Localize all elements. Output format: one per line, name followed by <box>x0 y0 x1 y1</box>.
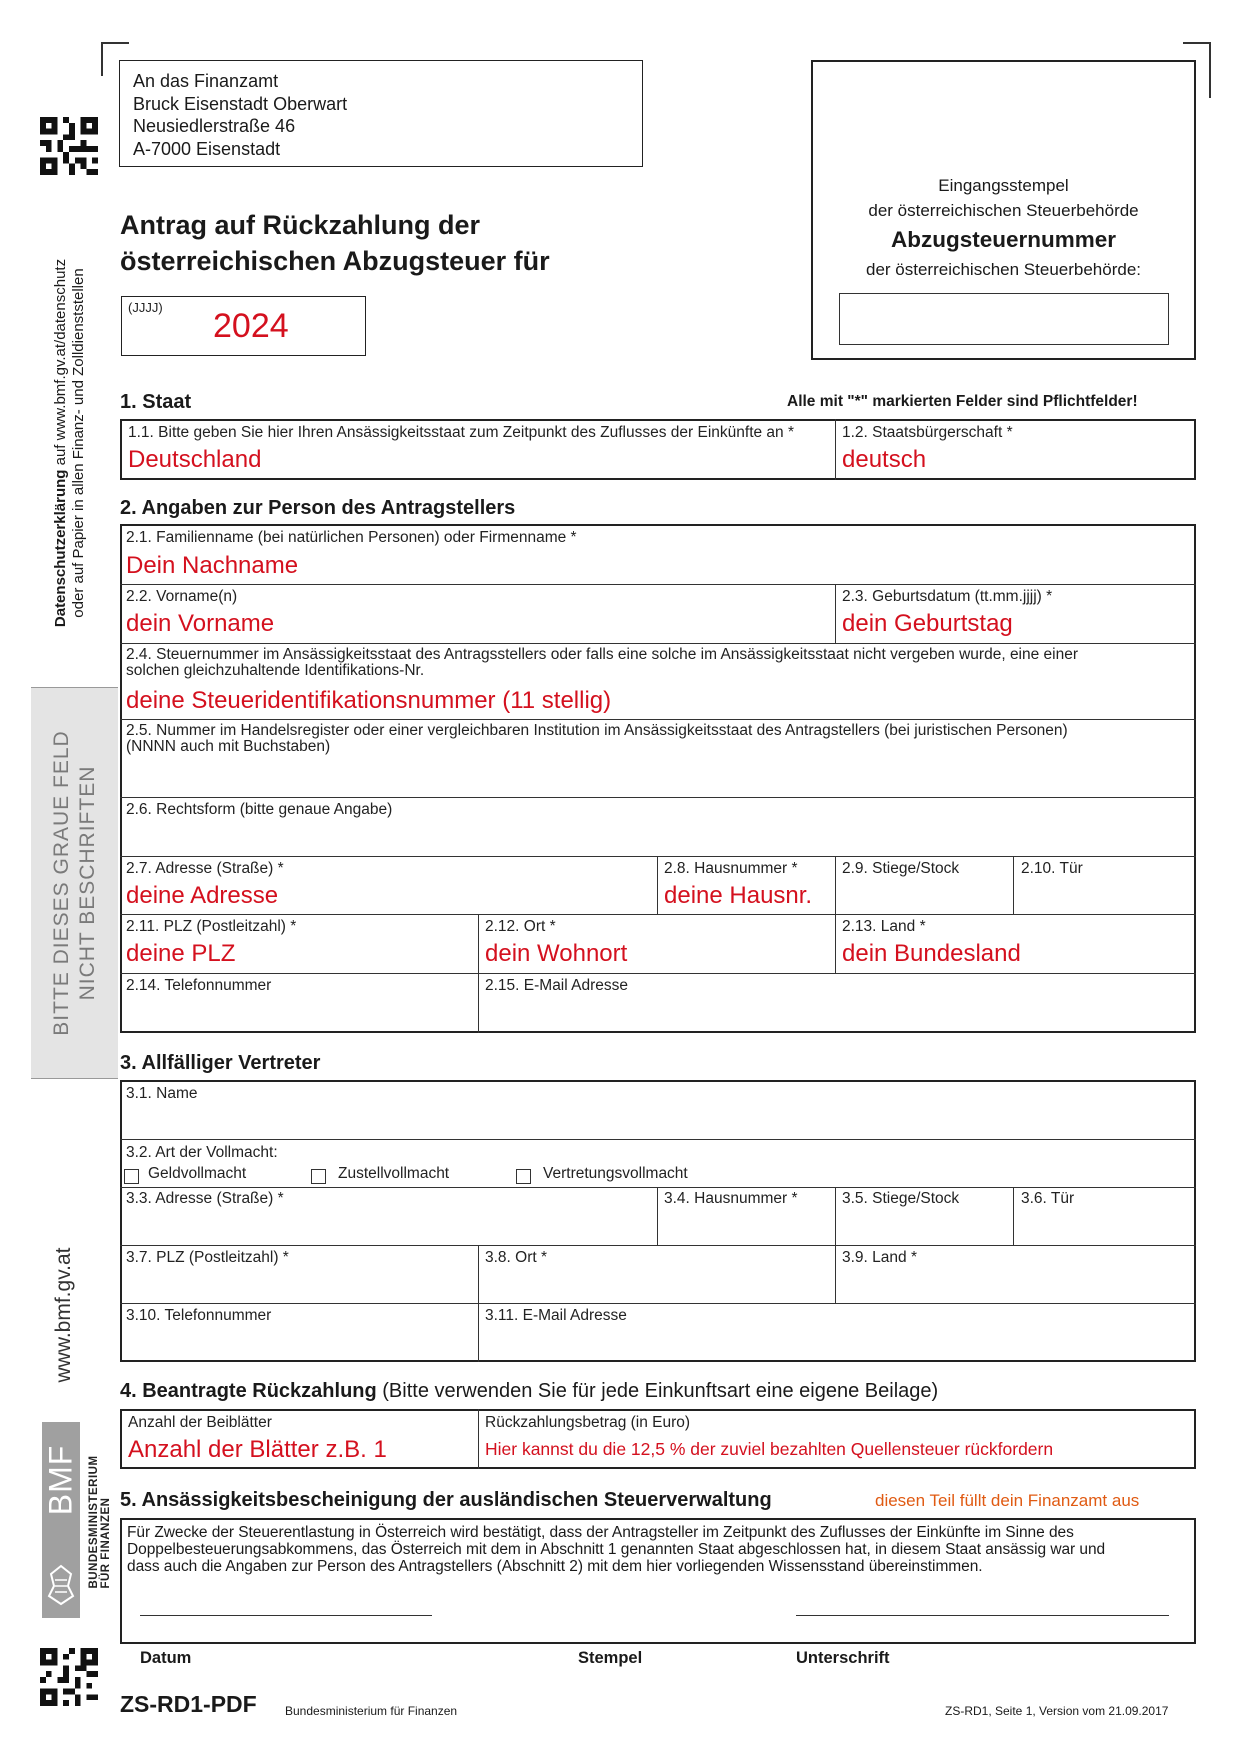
form-title-line2: österreichischen Abzugsteuer für <box>120 246 550 276</box>
date-label: Datum <box>140 1649 192 1667</box>
rep-city-label: 3.8. Ort * <box>485 1249 548 1266</box>
qr-code-top <box>40 117 98 175</box>
privacy-heading: Datenschutzerklärung <box>52 469 69 628</box>
grey-field-text-line2: NICHT BESCHRIFTEN <box>76 765 99 1001</box>
residence-country-value: Deutschland <box>128 446 262 473</box>
rep-postal-code-label: 3.7. PLZ (Postleitzahl) * <box>126 1249 289 1266</box>
date-signature-line <box>140 1615 432 1616</box>
qr-code-bottom <box>40 1648 98 1706</box>
receipt-stamp-box <box>811 60 1196 360</box>
certification-text <box>127 1524 1105 1575</box>
section1-title: 1. Staat <box>120 391 192 413</box>
certification-text-line3: dass auch die Angaben zur Person des Antragstellers (Abschnitt 2) mit dem hier vorliegenden Wissensstand übereinstimmen. <box>127 1558 983 1575</box>
citizenship-label: 1.2. Staatsbürgerschaft * <box>842 424 1013 441</box>
stamp-line2: der österreichischen Steuerbehörde <box>868 201 1139 220</box>
stamp-line3: der österreichischen Steuerbehörde: <box>866 260 1141 279</box>
ministry-name-line2: FÜR FINANZEN <box>100 1497 112 1589</box>
grey-field-text-line1: BITTE DIESES GRAUE FELD <box>50 730 73 1036</box>
staircase-floor-label: 2.9. Stiege/Stock <box>842 860 960 877</box>
stamp-line1: Eingangsstempel <box>938 176 1069 195</box>
section5-title: 5. Ansässigkeitsbescheinigung der ausländischen Steuerverwaltung <box>120 1489 772 1511</box>
footer-version: ZS-RD1, Seite 1, Version vom 21.09.2017 <box>945 1704 1169 1718</box>
section3-title: 3. Allfälliger Vertreter <box>120 1052 321 1074</box>
rep-staircase-floor-label: 3.5. Stiege/Stock <box>842 1190 960 1207</box>
form-code: ZS-RD1-PDF <box>120 1691 257 1717</box>
surname-value: Dein Nachname <box>126 552 299 579</box>
rep-door-label: 3.6. Tür <box>1021 1190 1075 1207</box>
checkbox-vertretungsvollmacht-label: Vertretungsvollmacht <box>543 1165 688 1182</box>
privacy-line2: oder auf Papier in allen Finanz- und Zolldienststellen <box>70 268 87 618</box>
register-number-label-line1: 2.5. Nummer im Handelsregister oder einer vergleichbaren Institution im Ansässigkeitsstaat des Antragstellers (bei juristischen Personen) <box>126 722 1068 739</box>
country-value: dein Bundesland <box>842 940 1021 967</box>
attachment-count-label: Anzahl der Beiblätter <box>128 1414 272 1431</box>
refund-amount-value: Hier kannst du die 12,5 % der zuviel bezahlten Quellensteuer rückfordern <box>485 1439 1054 1459</box>
footer-ministry: Bundesministerium für Finanzen <box>285 1704 458 1718</box>
signature-label: Unterschrift <box>796 1649 890 1667</box>
address-line2: Bruck Eisenstadt Oberwart <box>133 93 348 114</box>
address-line4: A-7000 Eisenstadt <box>133 138 281 159</box>
rep-street-label: 3.3. Adresse (Straße) * <box>126 1190 284 1207</box>
register-number-label-line2: (NNNN auch mit Buchstaben) <box>126 738 331 755</box>
checkbox-zustellvollmacht-label: Zustellvollmacht <box>338 1165 450 1182</box>
postal-code-value: deine PLZ <box>126 940 236 967</box>
ministry-name-line1: BUNDESMINISTERIUM <box>88 1455 100 1589</box>
rep-house-number-label: 3.4. Hausnummer * <box>664 1190 798 1207</box>
citizenship-value: deutsch <box>842 446 927 473</box>
section3-box <box>120 1080 1196 1362</box>
surname-label: 2.1. Familienname (bei natürlichen Personen) oder Firmenname * <box>126 529 577 546</box>
tax-id-label-line1: 2.4. Steuernummer im Ansässigkeitsstaat des Antragsstellers oder falls eine solche im Ansässigkeitsstaat nicht vergeben wurde, eine einer <box>126 646 1079 663</box>
privacy-link-text[interactable]: auf www.bmf.gv.at/datenschutz <box>52 258 69 470</box>
door-label: 2.10. Tür <box>1021 860 1083 877</box>
website-text: www.bmf.gv.at <box>52 1247 75 1383</box>
city-label: 2.12. Ort * <box>485 918 556 935</box>
street-value: deine Adresse <box>126 882 279 909</box>
country-label: 2.13. Land * <box>842 918 926 935</box>
proxy-type-label: 3.2. Art der Vollmacht: <box>126 1144 278 1161</box>
rep-email-label: 3.11. E-Mail Adresse <box>485 1307 627 1324</box>
eagle-emblem-icon <box>46 1562 76 1608</box>
year-field[interactable] <box>121 296 366 356</box>
postal-code-label: 2.11. PLZ (Postleitzahl) * <box>126 918 297 935</box>
email-label: 2.15. E-Mail Adresse <box>485 977 629 994</box>
certification-text-line2: Doppelbesteuerungsabkommens, das Österreich mit dem in Abschnitt 1 genannten Staat abgeschlossen hat, in diesem Staat ansässig war und <box>127 1541 1106 1558</box>
house-number-label: 2.8. Hausnummer * <box>664 860 798 877</box>
section5-note: diesen Teil füllt dein Finanzamt aus <box>875 1491 1140 1510</box>
firstname-label: 2.2. Vorname(n) <box>126 588 238 605</box>
residence-country-label: 1.1. Bitte geben Sie hier Ihren Ansässigkeitsstaat zum Zeitpunkt des Zuflusses der Einkünfte an * <box>128 424 795 441</box>
stamp-label: Stempel <box>578 1649 643 1667</box>
birthdate-label: 2.3. Geburtsdatum (tt.mm.jjjj) * <box>842 588 1053 605</box>
bmf-logo <box>42 1422 80 1618</box>
legal-form-label: 2.6. Rechtsform (bitte genaue Angabe) <box>126 801 393 818</box>
address-box <box>119 60 643 167</box>
attachment-count-value: Anzahl der Blätter z.B. 1 <box>128 1436 387 1463</box>
certification-text-line1: Für Zwecke der Steuerentlastung in Österreich wird bestätigt, dass der Antragsteller im Zeitpunkt des Zuflusses der Einkünfte im Sinne des <box>127 1524 1074 1541</box>
house-number-value: deine Hausnr. <box>664 882 813 909</box>
tax-id-value: deine Steueridentifikationsnummer (11 stellig) <box>126 687 612 714</box>
city-value: dein Wohnort <box>485 940 628 967</box>
rep-country-label: 3.9. Land * <box>842 1249 917 1266</box>
year-label: (JJJJ) <box>128 300 163 315</box>
form-title <box>120 207 550 279</box>
signature-line <box>796 1615 1169 1616</box>
address-line1: An das Finanzamt <box>133 71 279 91</box>
birthdate-value: dein Geburtstag <box>842 610 1013 637</box>
grey-do-not-write-field <box>31 687 118 1079</box>
stamp-title: Abzugsteuernummer <box>890 227 1117 252</box>
section2-title: 2. Angaben zur Person des Antragstellers <box>120 497 516 519</box>
phone-label: 2.14. Telefonnummer <box>126 977 272 994</box>
tax-number-input[interactable] <box>839 293 1169 345</box>
rep-name-label: 3.1. Name <box>126 1085 198 1102</box>
checkbox-geldvollmacht-label: Geldvollmacht <box>148 1165 247 1182</box>
section4-title-bold: 4. Beantragte Rückzahlung <box>120 1380 377 1402</box>
firstname-value: dein Vorname <box>126 610 275 637</box>
required-fields-note: Alle mit "*" markierten Felder sind Pflichtfelder! <box>787 393 1138 410</box>
section4-title <box>120 1380 938 1403</box>
section4-title-note: (Bitte verwenden Sie für jede Einkunftsart eine eigene Beilage) <box>376 1380 939 1402</box>
year-value: 2024 <box>213 307 289 345</box>
street-label: 2.7. Adresse (Straße) * <box>126 860 284 877</box>
rep-phone-label: 3.10. Telefonnummer <box>126 1307 272 1324</box>
address-line3: Neusiedlerstraße 46 <box>133 116 296 136</box>
bmf-logo-text: BMF <box>42 1444 79 1516</box>
refund-amount-label: Rückzahlungsbetrag (in Euro) <box>485 1414 691 1431</box>
form-title-line1: Antrag auf Rückzahlung der <box>120 210 481 240</box>
tax-id-label-line2: solchen gleichzuhaltende Identifikations-Nr. <box>126 662 425 679</box>
